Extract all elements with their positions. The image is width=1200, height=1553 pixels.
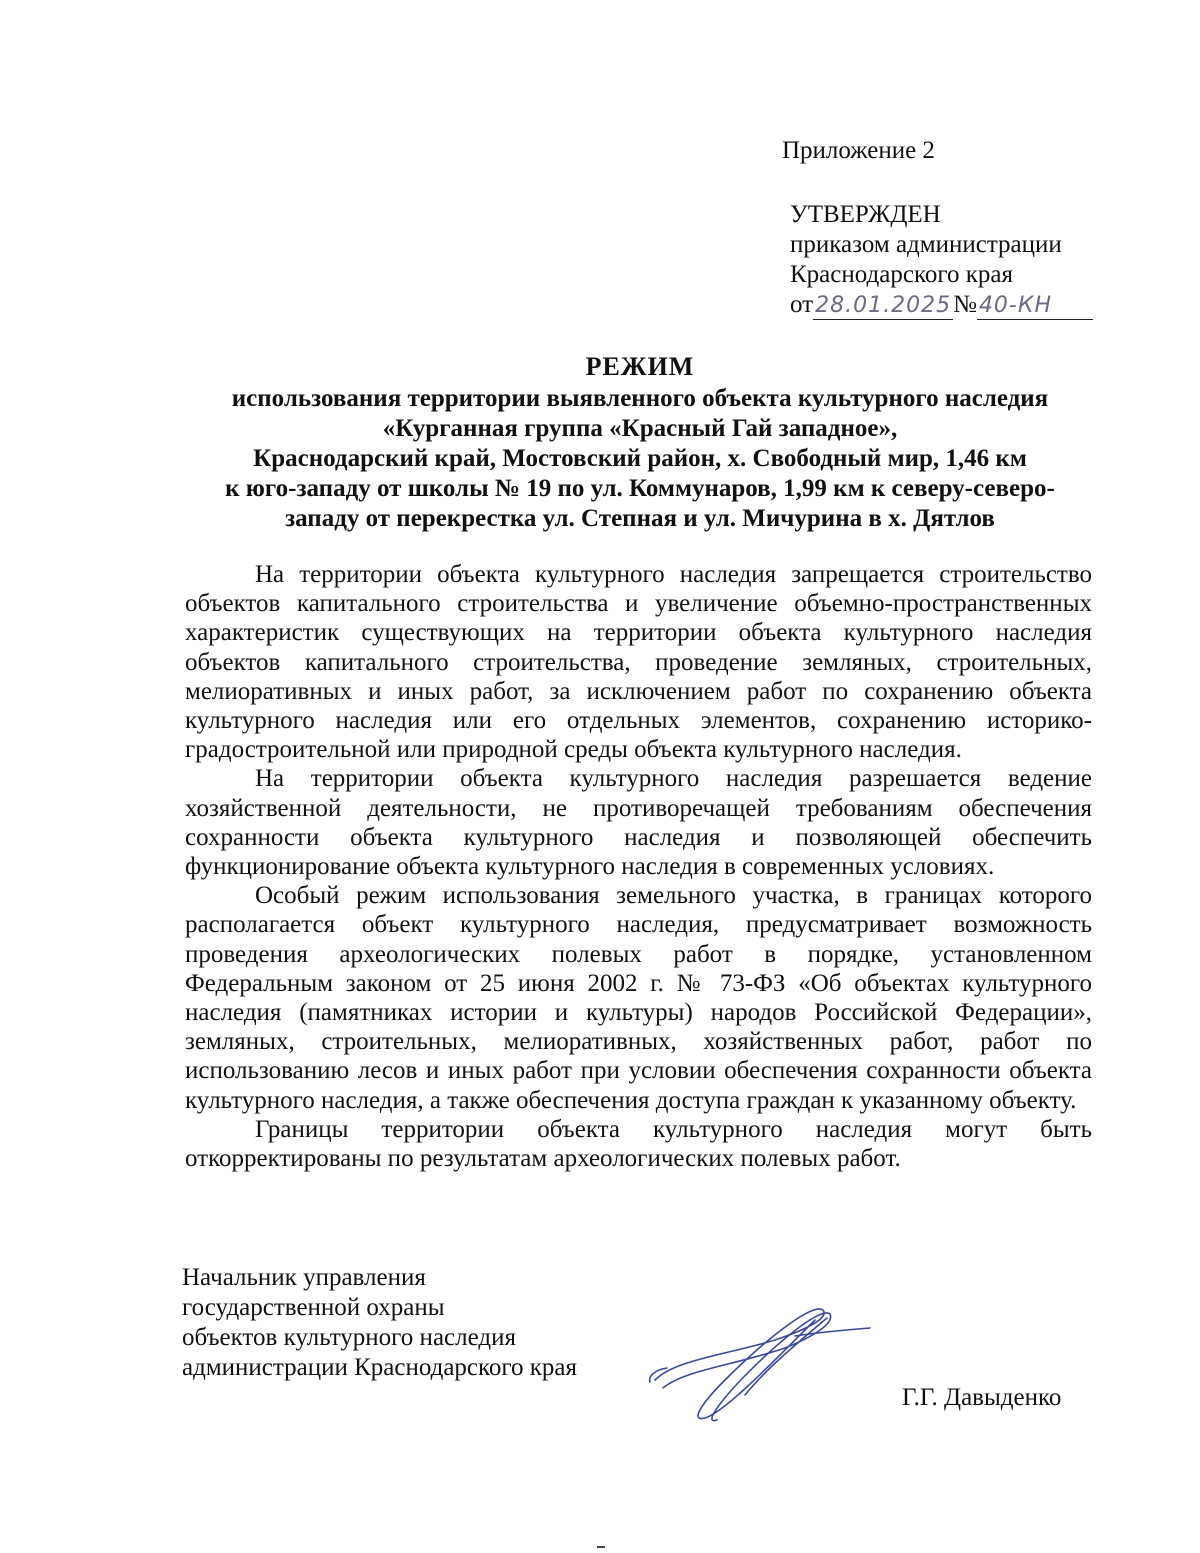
number-prefix: № xyxy=(953,291,977,318)
signer-position xyxy=(182,1263,577,1383)
body-paragraph: Границы территории объекта культурного наследия могут быть откорректированы по результатам археологических полевых работ. xyxy=(185,1115,1092,1173)
handwritten-signature xyxy=(645,1300,875,1430)
handwritten-date: 28.01.2025 xyxy=(815,293,952,318)
date-field xyxy=(813,292,953,320)
approval-line-1: приказом администрации xyxy=(790,231,1062,258)
approval-status: УТВЕРЖДЕН xyxy=(790,201,941,228)
number-field xyxy=(977,292,1093,320)
title-line: «Курганная группа «Красный Гай западное», xyxy=(382,415,898,442)
approval-stamp xyxy=(790,200,1093,320)
title-line: Краснодарский край, Мостовский район, х. Свободный мир, 1,46 км xyxy=(253,445,1027,472)
body-paragraph: На территории объекта культурного наследия разрешается ведение хозяйственной деятельности, не противоречащей требованиям обеспечения сохранности объекта культурного наследия и позволяющей обеспечить функционирование объекта культурного наследия в современных условиях. xyxy=(185,765,1092,881)
page-mark xyxy=(597,1546,605,1548)
title-heading: РЕЖИМ xyxy=(585,352,695,381)
position-line: администрации Краснодарского края xyxy=(182,1354,578,1381)
document-title xyxy=(180,352,1100,534)
body-paragraph: На территории объекта культурного наследия запрещается строительство объектов капитального строительства и увеличение объемно-пространственных характеристик существующих на территории объекта культурного наследия объектов капитального строительства, проведение земляных, строительных, мелиоративных и иных работ, за исключением работ по сохранению объекта культурного наследия или его отдельных элементов, сохранению историко-градостроительной или природной среды объекта культурного наследия. xyxy=(185,561,1092,764)
title-line: использования территории выявленного объекта культурного наследия xyxy=(231,385,1049,412)
handwritten-number: 40-КН xyxy=(978,293,1053,318)
title-line: к юго-западу от школы № 19 по ул. Коммунаров, 1,99 км к северу-северо- xyxy=(225,475,1055,502)
title-line: западу от перекрестка ул. Степная и ул. Мичурина в х. Дятлов xyxy=(285,505,995,532)
document-body xyxy=(185,560,1092,1173)
approval-line-2: Краснодарского края xyxy=(790,261,1013,288)
body-paragraph: Особый режим использования земельного участка, в границах которого располагается объект культурного наследия, предусматривает возможность проведения археологических полевых работ в порядке, установленном Федеральным законом от 25 июня 2002 г. № 73-ФЗ «Об объектах культурного наследия (памятниках истории и культуры) народов Российской Федерации», земляных, строительных, мелиоративных, хозяйственных работ, работ по использованию лесов и иных работ при условии обеспечения сохранности объекта культурного наследия, а также обеспечения доступа граждан к указанному объекту. xyxy=(185,882,1092,1114)
position-line: государственной охраны xyxy=(182,1294,445,1321)
signer-name: Г.Г. Давыденко xyxy=(902,1384,1062,1411)
position-line: объектов культурного наследия xyxy=(182,1324,516,1351)
approval-date-line xyxy=(790,290,1093,320)
appendix-label: Приложение 2 xyxy=(782,137,935,164)
position-line: Начальник управления xyxy=(182,1264,426,1291)
date-prefix: от xyxy=(790,291,814,318)
